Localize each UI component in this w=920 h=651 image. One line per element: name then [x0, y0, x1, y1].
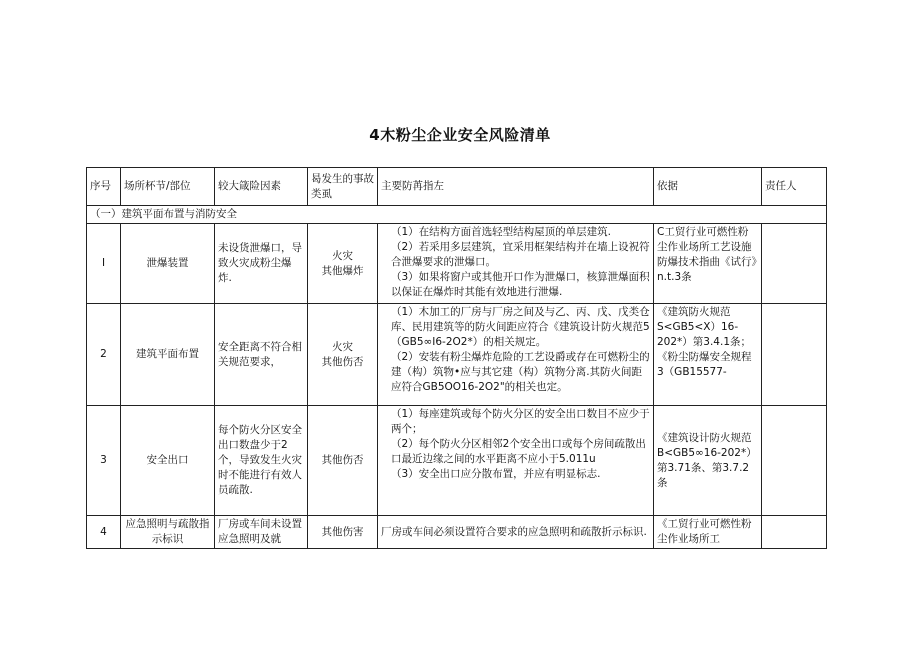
accident-type-item: 其他伤否: [321, 454, 364, 466]
row-risk-factor: 每个防火分区安全出口数盘少于2个，导致发生火灾时不能进行有效人员疏散.: [215, 406, 308, 516]
accident-type-item: 火灾: [332, 249, 353, 262]
row-basis: [654, 304, 762, 406]
row-measures: [378, 516, 654, 549]
header-no: 序号: [87, 168, 121, 206]
basis-item: C工贸行业可燃性粉尘作业场所工艺设施防爆技术指曲《试行》n.t.3条: [657, 226, 757, 283]
measure-item: （3）安全出口应分散布置，并应有明显标志.: [391, 468, 601, 480]
row-owner: [762, 224, 827, 304]
document-title: 4木粉尘企业安全风险清单: [369, 126, 551, 144]
row-number: I: [87, 224, 121, 304]
row-owner: [762, 516, 827, 549]
header-accident-type: 曷发生的事故类虱: [308, 168, 378, 206]
basis-item: 《建筑设计防火规范B<GB5∞16-202*）第3.71条、第3.7.2条: [657, 431, 757, 489]
basis-item: 《工贸行业可燃性粉尘作业场所工: [657, 518, 752, 545]
row-location: 安全出口: [121, 406, 215, 516]
row-accident-type: [308, 304, 378, 406]
header-location: 场所杯节/部位: [121, 168, 215, 206]
table-row: [87, 516, 827, 549]
row-location: 泄爆装置: [121, 224, 215, 304]
header-owner: 责任人: [762, 168, 827, 206]
row-measures: [378, 304, 654, 406]
header-measures: 主要防苒指左: [378, 168, 654, 206]
table-row: [87, 224, 827, 304]
table-row: [87, 406, 827, 516]
measure-item: （2）每个防火分区相邻2个安全出口或每个房间疏散出口最近边缘之间的水平距离不应小于5.011u: [391, 438, 646, 465]
measure-item: （1）木加工的厂房与厂房之间及与乙、丙、戊、戊类仓库、民用建筑等的防火间距应符合《建筑设计防火规范5（GB5∞I6-2O2*）的相关规定。: [391, 306, 650, 348]
row-basis: [654, 224, 762, 304]
row-measures: [378, 406, 654, 516]
basis-item: 《建筑防火规范S<GB5<X）16-202*）第3.4.1条；: [657, 306, 752, 348]
table-header-row: [87, 168, 827, 206]
accident-type-item: 其他伤害: [321, 525, 364, 538]
row-location: 建筑平面布置: [121, 304, 215, 406]
row-location: 应急照明与疏散指示标识: [121, 516, 215, 549]
row-measures: [378, 224, 654, 304]
risk-table: [86, 167, 827, 549]
row-owner: [762, 304, 827, 406]
measure-item: （2）若采用多层建筑，宜采用框架结构并在墙上设祝符合泄爆要求的泄爆口。: [391, 241, 650, 268]
row-owner: [762, 406, 827, 516]
basis-item: 《粉尘防爆安全规程3（GB15577-: [657, 351, 752, 378]
row-risk-factor: 未设货泄爆口，导致火灾成粉尘爆炸.: [215, 224, 308, 304]
measure-item: （3）如果将窗户或其他开口作为泄爆口，核算泄爆面积以保证在爆炸时其能有效地进行泄爆.: [391, 271, 650, 298]
row-basis: [654, 406, 762, 516]
row-accident-type: [308, 224, 378, 304]
measure-item: 厂房或车间必须设置符合要求的应急照明和疏散折示标识.: [381, 525, 647, 538]
header-basis: 依据: [654, 168, 762, 206]
accident-type-item: 其他爆炸: [321, 264, 364, 277]
row-number: 4: [87, 516, 121, 549]
measure-item: （1）在结构方面首选轻型结构屋顶的单层建筑.: [391, 226, 612, 238]
row-basis: [654, 516, 762, 549]
row-accident-type: [308, 406, 378, 516]
section-label: （一）建筑平面布置与消防安全: [87, 206, 827, 224]
row-number: 2: [87, 304, 121, 406]
section-row: [87, 206, 827, 224]
table-row: [87, 304, 827, 406]
header-risk-factor: 较大箴险因素: [215, 168, 308, 206]
accident-type-item: 其他伤否: [321, 355, 364, 368]
measure-item: （2）安装有粉尘爆炸危险的工艺设爵或存在可燃粉尘的建（构）筑物•应与其它建（构）筑物分离.其防火间距应符合GB5OO16-2O2"的相关也定。: [391, 351, 650, 393]
measure-item: （1）每座建筑或每个防火分区的安全出口数目不应少于两个；: [391, 408, 650, 435]
row-risk-factor: 厂房或车间未设置应急照明及就: [215, 516, 308, 549]
row-number: 3: [87, 406, 121, 516]
row-risk-factor: 安全距离不符合相关规范要求，: [215, 304, 308, 406]
row-accident-type: [308, 516, 378, 549]
accident-type-item: 火灾: [332, 340, 353, 353]
